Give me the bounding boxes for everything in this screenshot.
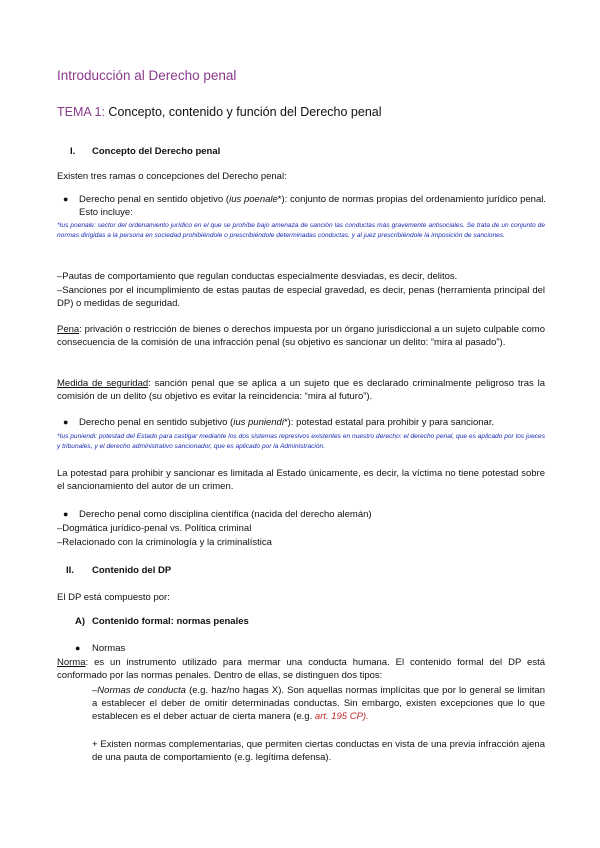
section-2-numeral: II. — [66, 565, 74, 576]
tema-number: TEMA 1: — [57, 105, 105, 119]
bullet-icon: ● — [63, 509, 69, 519]
note-ius-poenale: *Ius poenale: sector del ordenamiento jurídico en el que se prohíbe bajo amenaza de sanción las conductas más gravemente antisociales. Se trata de un conjunto de normas dirigidas a la persona en sociedad prohibiéndole o prescribiéndole determinadas conductas; y al juez prescribiéndole la imposición de sanciones. — [57, 222, 545, 239]
paragraph-potestad: La potestad para prohibir y sancionar es limitada al Estado únicamente, es decir, la víctima no tiene potestad sobre el sancionamiento del autor de un crimen. — [57, 468, 545, 493]
note-ius-puniendi: *Ius puniendi: potestad del Estado para castigar mediante los dos sistemas represivos existentes en nuestro derecho: el derecho penal, que es aplicado por los jueces y tribunales, y el derecho administrativo sancionador, que es aplicado por la Administración. — [57, 433, 545, 450]
bullet-ius-puniendi: Derecho penal en sentido subjetivo (ius puniendi*): potestad estatal para prohibir y para sancionar. — [79, 417, 495, 428]
term-ius-puniendi: ius puniendi — [233, 417, 284, 428]
section-2-intro: El DP está compuesto por: — [57, 592, 170, 603]
tema-heading — [57, 105, 382, 119]
normas-de-conducta: –Normas de conducta (e.g. haz/no hagas X). Son aquellas normas implícitas que por lo general se limitan a establecer el deber de omitir determinadas conductas. Sin embargo, existen excepciones que lo que establecen es el deber actuar de cierta manera (e.g. art. 195 CP). — [92, 685, 545, 723]
definition-medida-seguridad: Medida de seguridad: sanción penal que se aplica a un sujeto que es declarado criminalmente peligroso tras la comisión de un delito (su objetivo es evitar la reincidencia: “mira al futuro”). — [57, 378, 545, 403]
dash-dogmatica: –Dogmática jurídico-penal vs. Política criminal — [57, 523, 252, 534]
section-1-intro: Existen tres ramas o concepciones del Derecho penal: — [57, 171, 287, 182]
term-pena: Pena — [57, 324, 80, 335]
term-ius-poenale: ius poenale — [229, 194, 278, 205]
definition-norma: Norma: es un instrumento utilizado para mermar una conducta humana. El contenido formal del DP está conformado por las normas penales. Dentro de ellas, se distinguen dos tipos: — [57, 657, 545, 682]
normas-complementarias: + Existen normas complementarias, que permiten ciertas conductas en vista de una previa infracción ajena de una pauta de comportamiento (e.g. legítima defensa). — [92, 739, 545, 764]
section-1-title: Concepto del Derecho penal — [92, 146, 221, 157]
term-normas-conducta: Normas de conducta — [97, 685, 186, 696]
dash-sanciones: –Sanciones por el incumplimiento de estas pautas de especial gravedad, es decir, penas (herramienta principal del DP) o medidas de seguridad. — [57, 285, 545, 310]
subsection-a-title: Contenido formal: normas penales — [92, 616, 249, 627]
dash-pautas: –Pautas de comportamiento que regulan conductas especialmente desviadas, es decir, delitos. — [57, 271, 458, 282]
tema-title: Concepto, contenido y función del Derecho penal — [104, 105, 382, 119]
document-title: Introducción al Derecho penal — [57, 68, 237, 83]
bullet-icon: ● — [63, 417, 69, 427]
term-norma: Norma — [57, 657, 86, 668]
section-2-title: Contenido del DP — [92, 565, 172, 576]
reference-art-195: art. 195 CP — [314, 711, 363, 723]
term-medida-seguridad: Medida de seguridad — [57, 378, 149, 389]
bullet-ius-poenale: Derecho penal en sentido objetivo (ius poenale*): conjunto de normas propias del ordenamiento jurídico penal. Esto incluye: — [79, 194, 546, 219]
bullet-disciplina-cientifica: Derecho penal como disciplina científica (nacida del derecho alemán) — [79, 509, 372, 520]
dash-criminologia: –Relacionado con la criminología y la criminalística — [57, 537, 272, 548]
subsection-a-label: A) — [75, 616, 86, 627]
section-1-numeral: I. — [70, 146, 76, 157]
bullet-icon: ● — [63, 194, 69, 204]
bullet-icon: ● — [75, 643, 81, 653]
definition-pena: Pena: privación o restricción de bienes o derechos impuesta por un órgano jurisdiccional a un sujeto culpable como consecuencia de la comisión de una infracción penal (su objetivo es sancionar un delito: “mira al pasado”). — [57, 324, 545, 349]
bullet-normas: Normas — [92, 643, 126, 654]
